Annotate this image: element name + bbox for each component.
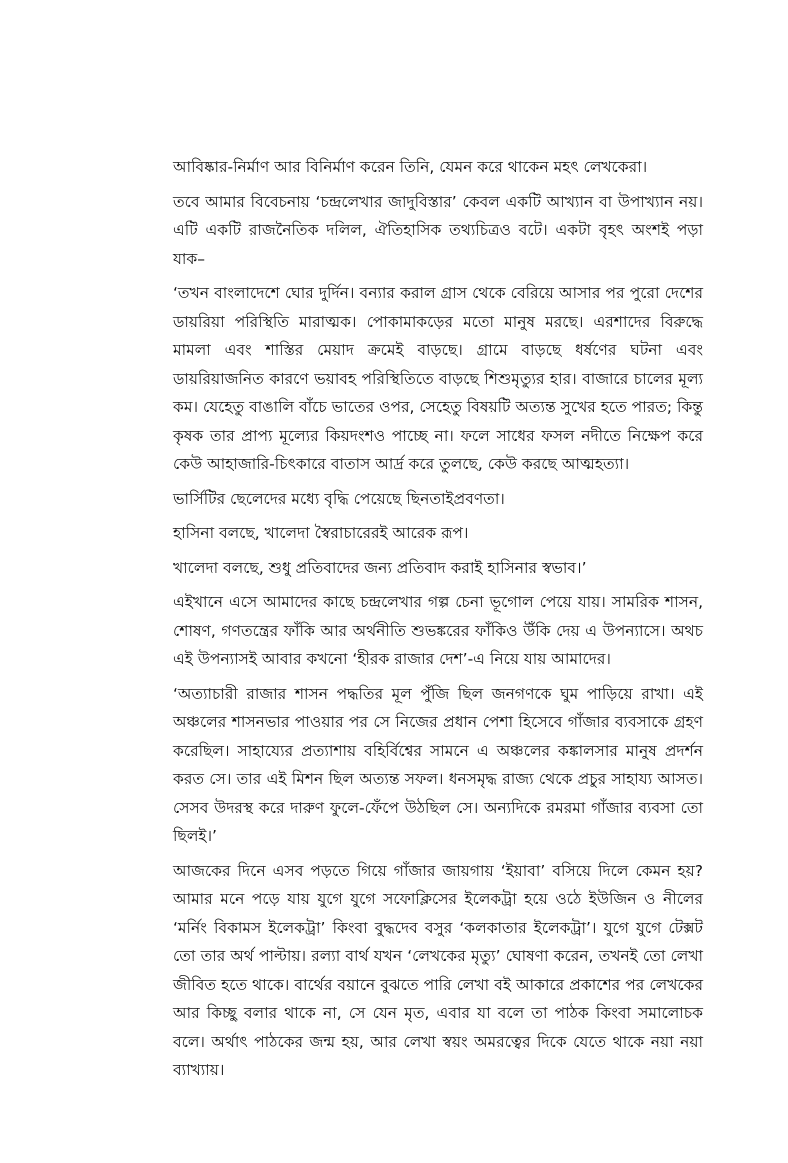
quote-paragraph-1: ‘তখন বাংলাদেশে ঘোর দুর্দিন। বন্যার করাল গ্রাস থেকে বেরিয়ে আসার পর পুরো দেশের ডায়রিয়া পরিস্থিতি মারাত্মক। পোকামাকড়ের মতো মানুষ মরছে। এরশাদের বিরুদ্ধে মামলা এবং শাস্তির মেয়াদ ক্রমেই বাড়ছে। গ্রামে বাড়ছে ধর্ষণের ঘটনা এবং ডায়রিয়াজনিত কারণে ভয়াবহ পরিস্থিতিতে বাড়ছে শিশুমৃত্যুর হার। বাজারে চালের মূল্য কম। যেহেতু বাঙালি বাঁচে ভাতের ওপর, সেহেতু বিষয়টি অত্যন্ত সুখের হতে পারত; কিন্তু কৃষক তার প্রাপ্য মূল্যের কিয়দংশও পাচ্ছে না। ফলে সাধের ফসল নদীতে নিক্ষেপ করে কেউ আহাজারি-চিৎকারে বাতাস আর্দ্র করে তুলছে, কেউ করছে আত্মহত্যা।: [173, 284, 703, 473]
body-text: [173, 153, 703, 1091]
quote-paragraph-4: খালেদা বলছে, শুধু প্রতিবাদের জন্য প্রতিবাদ করাই হাসিনার স্বভাব।’: [173, 558, 587, 577]
paragraph-3: এইখানে এসে আমাদের কাছে চন্দ্রলেখার গল্প চেনা ভূগোল পেয়ে যায়। সামরিক শাসন, শোষণ, গণতন্ত্রের ফাঁকি আর অর্থনীতি শুভঙ্করের ফাঁকিও উঁকি দেয় এ উপন্যাসে। অথচ এই উপন্যাসই আবার কখনো ‘হীরক রাজার দেশ’-এ নিয়ে যায় আমাদের।: [173, 593, 703, 668]
quote-paragraph-3: হাসিনা বলছে, খালেদা স্বৈরাচারেরই আরেক রূপ।: [173, 524, 469, 542]
quote-paragraph-5: ‘অত্যাচারী রাজার শাসন পদ্ধতির মূল পুঁজি ছিল জনগণকে ঘুম পাড়িয়ে রাখা। এই অঞ্চলের শাসনভার পাওয়ার পর সে নিজের প্রধান পেশা হিসেবে গাঁজার ব্যবসাকে গ্রহণ করেছিল। সাহায্যের প্রত্যাশায় বহির্বিশ্বের সামনে এ অঞ্চলের কঙ্কালসার মানুষ প্রদর্শন করত সে। তার এই মিশন ছিল অত্যন্ত সফল। ধনসমৃদ্ধ রাজ্য থেকে প্রচুর সাহায্য আসত। সেসব উদরস্থ করে দারুণ ফুলে-ফেঁপে উঠছিল সে। অন্যদিকে রমরমা গাঁজার ব্যবসা তো ছিলই।’: [173, 684, 703, 845]
quote-paragraph-2: ভার্সিটির ছেলেদের মধ্যে বৃদ্ধি পেয়েছে ছিনতাইপ্রবণতা।: [173, 489, 505, 508]
paragraph-2: তবে আমার বিবেচনায় ‘চন্দ্রলেখার জাদুবিস্তার’ কেবল একটি আখ্যান বা উপাখ্যান নয়। এটি একটি রাজনৈতিক দলিল, ঐতিহাসিক তথ্যচিত্রও বটে। একটা বৃহৎ অংশই পড়া যাক–: [173, 192, 703, 268]
paragraph-4: আজকের দিনে এসব পড়তে গিয়ে গাঁজার জায়গায় ‘ইয়াবা’ বসিয়ে দিলে কেমন হয়? আমার মনে পড়ে যায় যুগে যুগে সফোক্লিসের ইলেকট্রা হয়ে ওঠে ইউজিন ও নীলের ‘মর্নিং বিকামস ইলেকট্রা’ কিংবা বুদ্ধদেব বসুর ‘কলকাতার ইলেকট্রা’। যুগে যুগে টেক্সট তো তার অর্থ পাল্টায়। রল্যা বার্থ যখন ‘লেখকের মৃত্যু’ ঘোষণা করেন, তখনই তো লেখা জীবিত হতে থাকে। বার্থের বয়ানে বুঝতে পারি লেখা বই আকারে প্রকাশের পর লেখকের আর কিচ্ছু বলার থাকে না, সে যেন মৃত, এবার যা বলে তা পাঠক কিংবা সমালোচক বলে। অর্থাৎ পাঠকের জন্ম হয়, আর লেখা স্বয়ং অমরত্বের দিকে যেতে থাকে নয়া নয়া ব্যাখ্যায়।: [173, 861, 703, 1079]
paragraph-1: আবিষ্কার-নির্মাণ আর বিনির্মাণ করেন তিনি, যেমন করে থাকেন মহৎ লেখকেরা।: [173, 158, 648, 176]
